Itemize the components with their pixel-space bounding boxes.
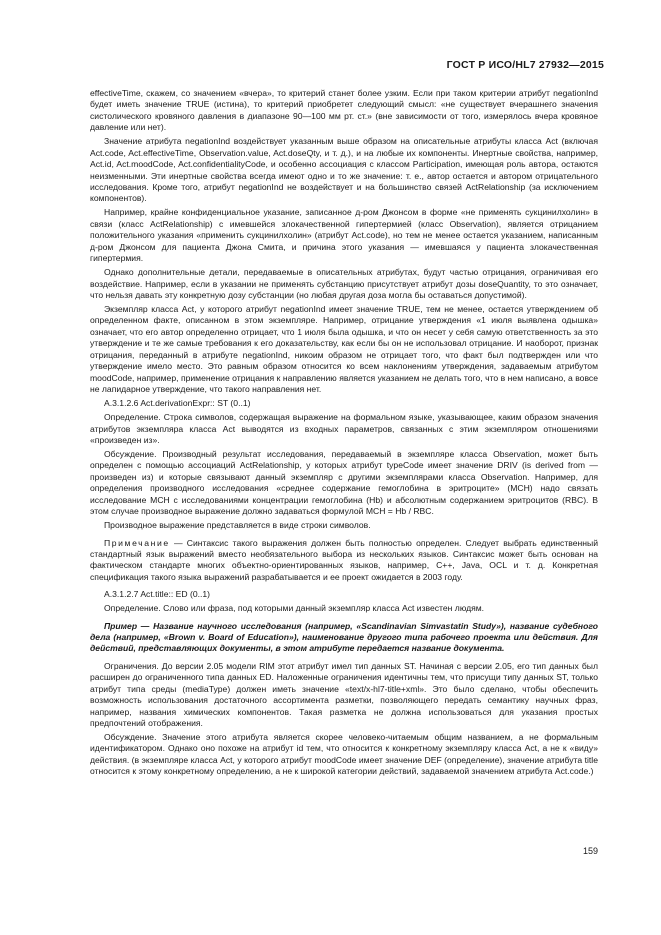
paragraph: Ограничения. До версии 2.05 модели RIM этот атрибут имел тип данных ST. Начиная с версии 2.05, его тип данных был расширен до ограниченного типа данных ED. Наложенные ограничения идентичны тем, что присущи типу данных ST, только атрибут типа среды (mediaType) должен иметь значение «text/x-hl7-title+xml». Это было сделано, чтобы обеспечить возможность использования достаточного ассортимента разметки, позволяющего передать семантику научных фраз, например, названия химических компонентов. Такая разметка не должна использоваться для указания простых предпочтений отображения.	[90, 660, 598, 728]
paragraph: Определение. Строка символов, содержащая выражение на формальном языке, указывающее, каким образом значения атрибутов экземпляра класса Act выводятся из входных параметров, связанных с этим экземпляром отношениями «произведен из».	[90, 412, 598, 445]
paragraph: Производное выражение представляется в виде строки символов.	[104, 520, 371, 531]
example: Пример — Название научного исследования (например, «Scandinavian Simvastatin Study»), название судебного дела (например, «Brown v. Board of Education»), наименование другого типа рабочего проекта или действия. Для действий, представляющих документы, в этом атрибуте передается название документа.	[90, 620, 598, 654]
paragraph: effectiveTime, скажем, со значением «вчера», то критерий станет более узким. Если при таком критерии атрибут negationInd будет иметь значение TRUE (истина), то критерий приобретет следующий смысл: «не существует вчерашнего значения систолического кровяного давления в диапазоне 90—100 мм рт. ст.» (вне зависимости от того, измерялось вчера кровяное давление или нет).	[90, 88, 598, 133]
page-number: 159	[582, 846, 598, 856]
section-heading: A.3.1.2.7 Act.title:: ED (0..1)	[104, 589, 211, 600]
paragraph: Обсуждение. Значение этого атрибута является скорее человеко-читаемым общим названием, а не формальным идентификатором. Однако оно похоже на атрибут id тем, что относится к конкретному экземпляру класса Act, а не к «виду» действия. (в экземпляре класса Act, у которого атрибут moodCode имеет значение DEF (определение), значение атрибута title относится к этому конкретному определению, а не к широкой категории действий, задаваемой значением атрибута Act.code.)	[90, 732, 598, 777]
definition: Определение. Слово или фраза, под которыми данный экземпляр класса Act известен людям.	[104, 603, 485, 614]
section-heading: A.3.1.2.6 Act.derivationExpr:: ST (0..1)	[104, 398, 251, 408]
paragraph: Обсуждение. Производный результат исследования, передаваемый в экземпляре класса Observation, может быть определен с помощью ассоциаций ActRelationship, у которых атрибут typeCode имеет значение DRIV (is derived from — произведен из) и которые связывают данный экземпляр с другими экземплярами класса Observation. Например, для определения производного исследования «среднее содержание гемоглобина в эритроците» (MCH) надо связать исследование MCH с исследованиями концентрации гемоглобина (Hb) и абсолютным содержанием эритроцитов (RBC). В этом случае производное выражение должно задаваться формулой MCH = Hb / RBC.	[90, 449, 598, 517]
paragraph: Однако дополнительные детали, передаваемые в описательных атрибутах, будут частью отрицания, ограничивая его воздействие. Например, если в указании не применять субстанцию присутствует атрибут дозы doseQuantity, то это означает, что нельзя давать эту конкретную дозу субстанции (но любая другая доза могла бы оставаться допустимой).	[90, 267, 598, 300]
note	[90, 538, 598, 584]
paragraph: Экземпляр класса Act, у которого атрибут negationInd имеет значение TRUE, тем не менее, остается утверждением об определенном факте, описанном в этом экземпляре. Например, отрицание утверждения «1 июля выявлена одышка» означает, что его автор определенно отрицает, что 1 июля была одышка, и что он несет у себя самую ответственность за это утверждение и те же самые требования к его доказательству, как если бы он не использовал отрицание. И наоборот, признак отрицания, переданный в атрибуте negationInd, никоим образом не отрицает того, что факт был подтвержден или что утверждение имело место. Это равным образом относится ко всем наклонениям утверждения, задаваемым атрибутом moodCode, например, применение отрицания к направлению является указанием не делать того, что в нем написано, а вовсе не лапидарное утверждение, что такого направления нет.	[90, 304, 598, 394]
standard-header: ГОСТ Р ИСО/HL7 27932—2015	[446, 59, 604, 71]
note-label: Примечание	[104, 537, 170, 548]
paragraph: Значение атрибута negationInd воздействует указанным выше образом на описательные атрибуты класса Act (включая Act.code, Act.effectiveTime, Observation.value, Act.doseQty, и т. д.), и на любые их компоненты. Инертные свойства, например, Act.id, Act.moodCode, Act.confidentialityCode, и особенно ассоциация с классом Participation, имеющая роль автора, остаются неизменными. Эти инертные свойства всегда имеют одно и то же значение: т. е., автор остается и автором отрицательного исследования. Кроме того, атрибут negationInd не воздействует и на большинство связей ActRelationship (за исключением компонентов).	[90, 136, 598, 204]
note-text: — Синтаксис такого выражения должен быть полностью определен. Следует выбрать единственный стандартный язык выражений вместо необязательного выбора из нескольких языков. Синтаксис может быть основан на фактическом стандарте многих объектно-ориентированных языков, например, C++, Java, OCL и т. д. Конкретная спецификация такого языка выражений разрабатывается и ее проект ожидается в 2003 году.	[90, 537, 598, 582]
document-body	[90, 88, 598, 780]
paragraph: Например, крайне конфиденциальное указание, записанное д-ром Джонсом в форме «не применять сукцинилхолин» в связи (класс ActRelationship) с имевшейся злокачественной гипертермией (класс Observation), является отрицанием положительного указания «применить сукцинилхолин» (атрибут Act.code), но тем не менее остается указанием, написанным д-ром Джонсом для пациента Джона Смита, и причина этого указания — имевшаяся у пациента злокачественная гипертермия.	[90, 207, 598, 264]
